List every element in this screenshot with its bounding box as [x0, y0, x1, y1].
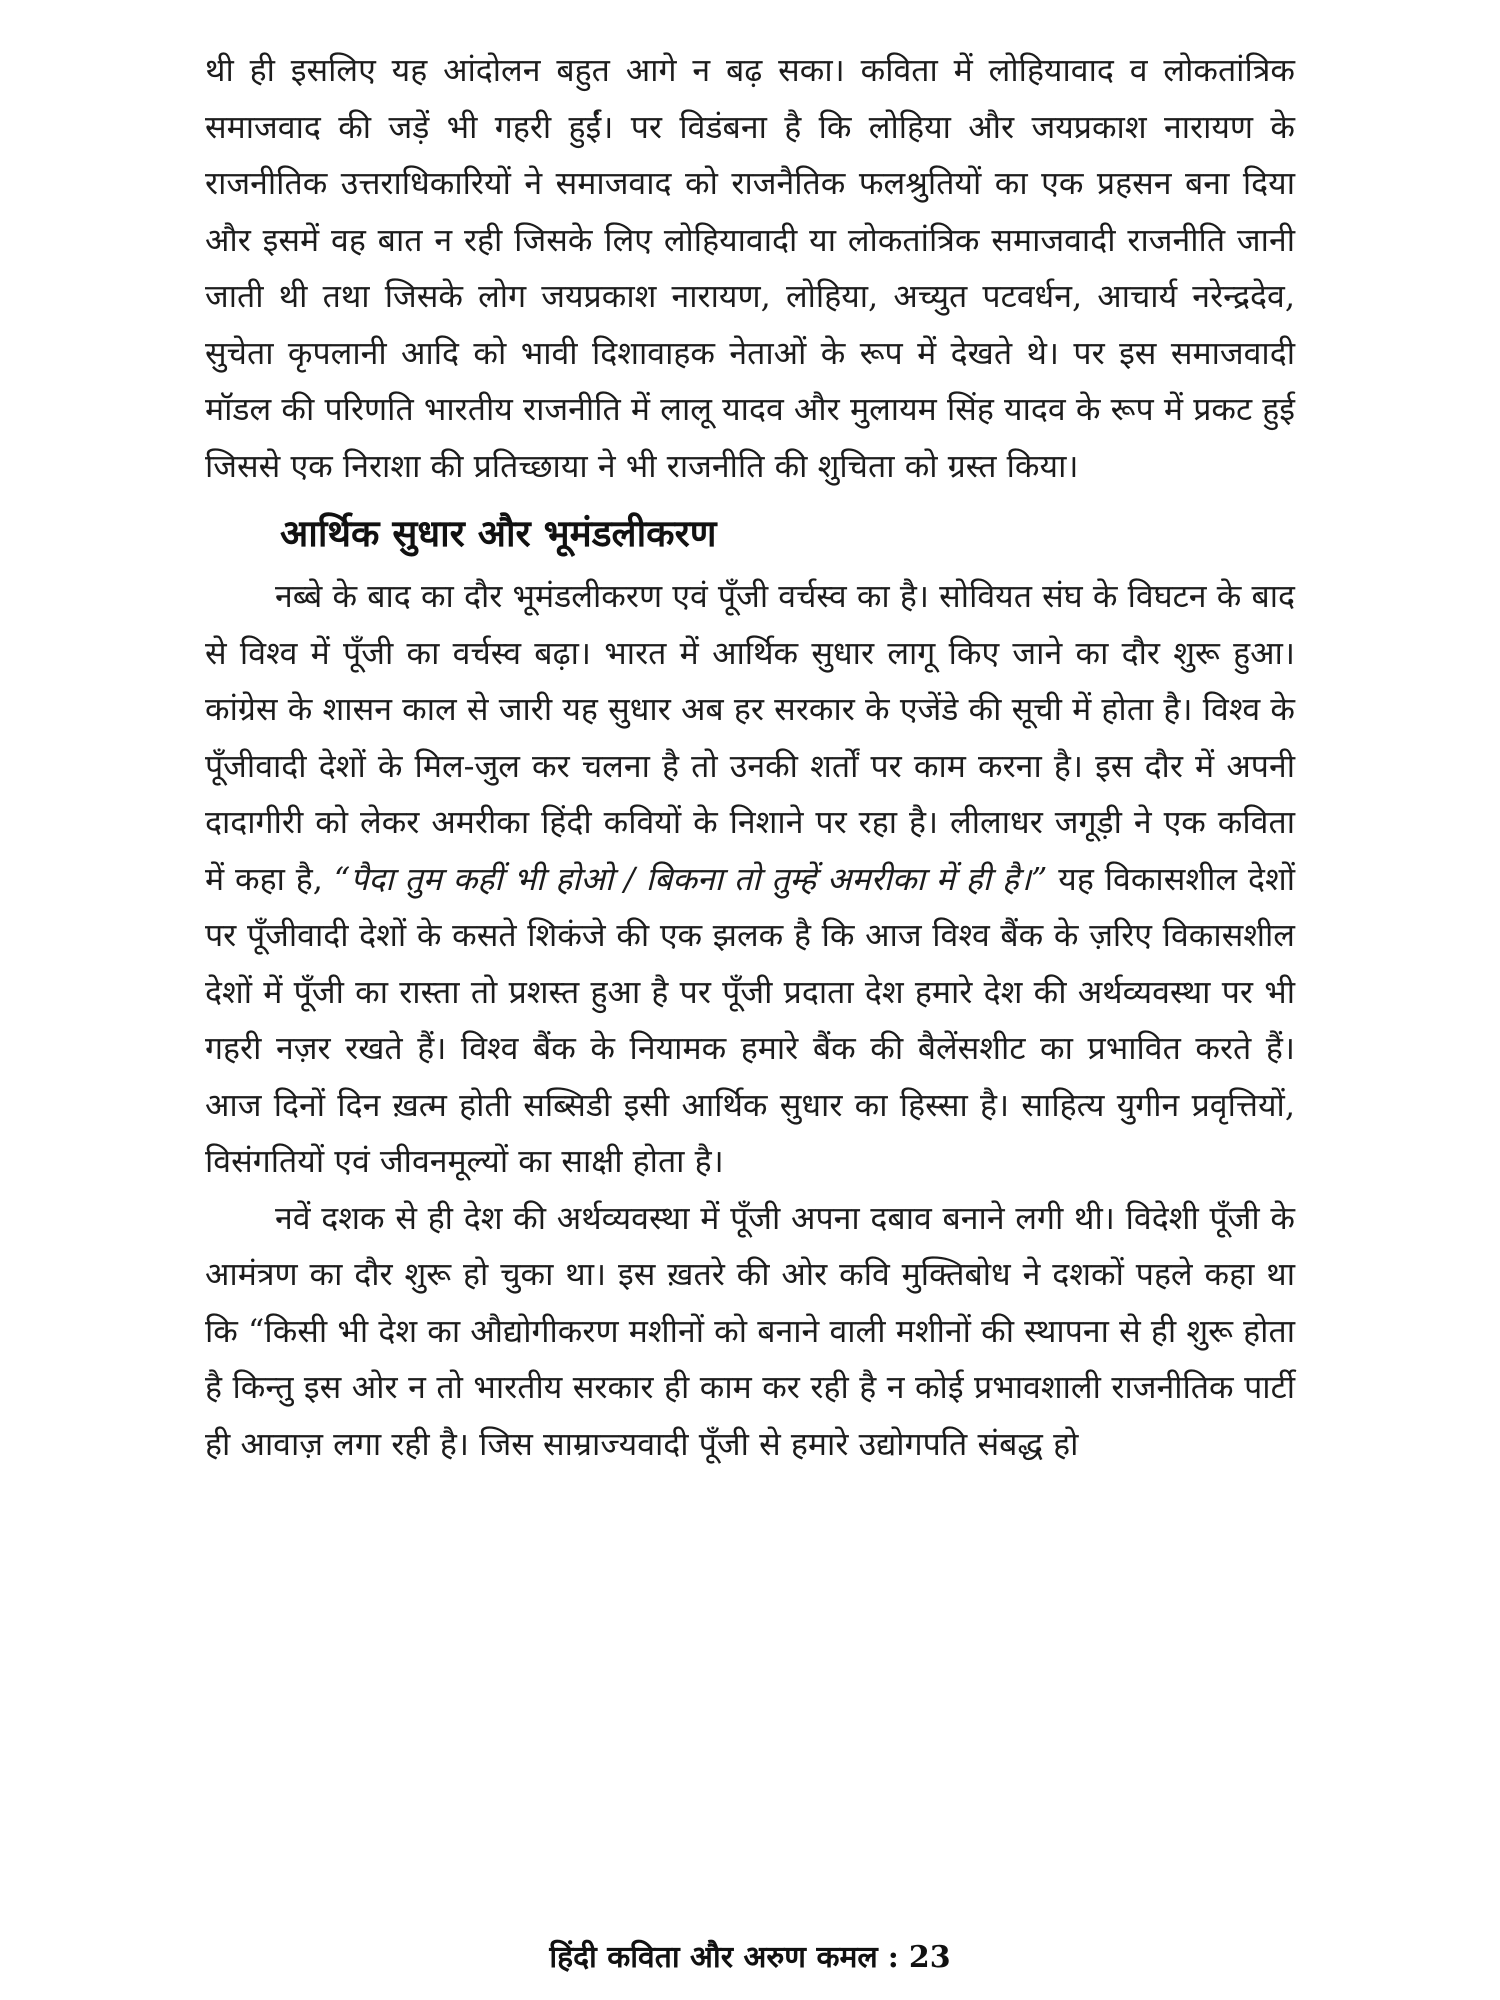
poem-quote: “पैदा तुम कहीं भी होओ / बिकना तो तुम्हें अमरीका में ही है।” [333, 859, 1048, 898]
paragraph-text-before-quote: नब्बे के बाद का दौर भूमंडलीकरण एवं पूँजी वर्चस्व का है। सोवियत संघ के विघटन के बाद से विश्व में पूँजी का वर्चस्व बढ़ा। भारत में आर्थिक सुधार लागू किए जाने का दौर शुरू हुआ। कांग्रेस के शासन काल से जारी यह सुधार अब हर सरकार के एजेंडे की सूची में होता है। विश्व के पूँजीवादी देशों के मिल-जुल कर चलना है तो उनकी शर्तों पर काम करना है। इस दौर में अपनी दादागीरी को लेकर अमरीका हिंदी कवियों के निशाने पर रहा है। लीलाधर जगूड़ी ने एक कविता में कहा है, [205, 577, 1295, 898]
book-page [205, 42, 1295, 1472]
page-number: 23 [908, 1940, 951, 1975]
section-heading: आर्थिक सुधार और भूमंडलीकरण [280, 511, 717, 555]
paragraph-globalization [205, 568, 1295, 1190]
footer-separator: : [887, 1940, 899, 1975]
paragraph-continued: थी ही इसलिए यह आंदोलन बहुत आगे न बढ़ सका। कविता में लोहियावाद व लोकतांत्रिक समाजवाद की जड़ें भी गहरी हुईं। पर विडंबना है कि लोहिया और जयप्रकाश नारायण के राजनीतिक उत्तराधिकारियों ने समाजवाद को राजनैतिक फलश्रुतियों का एक प्रहसन बना दिया और इसमें वह बात न रही जिसके लिए लोहियावादी या लोकतांत्रिक समाजवादी राजनीति जानी जाती थी तथा जिसके लोग जयप्रकाश नारायण, लोहिया, अच्युत पटवर्धन, आचार्य नरेन्द्रदेव, सुचेता कृपलानी आदि को भावी दिशावाहक नेताओं के रूप में देखते थे। पर इस समाजवादी मॉडल की परिणति भारतीय राजनीति में लालू यादव और मुलायम सिंह यादव के रूप में प्रकट हुई जिससे एक निराशा की प्रतिच्छाया ने भी राजनीति की शुचिता को ग्रस्त किया। [205, 51, 1295, 485]
footer-book-title: हिंदी कविता और अरुण कमल [549, 1940, 878, 1975]
paragraph-ninth-decade: नवें दशक से ही देश की अर्थव्यवस्था में पूँजी अपना दबाव बनाने लगी थी। विदेशी पूँजी के आमंत्रण का दौर शुरू हो चुका था। इस ख़तरे की ओर कवि मुक्तिबोध ने दशकों पहले कहा था कि “किसी भी देश का औद्योगीकरण मशीनों को बनाने वाली मशीनों की स्थापना से ही शुरू होता है किन्तु इस ओर न तो भारतीय सरकार ही काम कर रही है न कोई प्रभावशाली राजनीतिक पार्टी ही आवाज़ लगा रही है। जिस साम्राज्यवादी पूँजी से हमारे उद्योगपति संबद्ध हो [205, 1198, 1295, 1463]
paragraph-text-after-quote: यह विकासशील देशों पर पूँजीवादी देशों के कसते शिकंजे की एक झलक है कि आज विश्व बैंक के ज़रिए विकासशील देशों में पूँजी का रास्ता तो प्रशस्त हुआ है पर पूँजी प्रदाता देश हमारे देश की अर्थव्यवस्था पर भी गहरी नज़र रखते हैं। विश्व बैंक के नियामक हमारे बैंक की बैलेंसशीट का प्रभावित करते हैं। आज दिनों दिन ख़त्म होती सब्सिडी इसी आर्थिक सुधार का हिस्सा है। साहित्य युगीन प्रवृत्तियों, विसंगतियों एवं जीवनमूल्यों का साक्षी होता है। [205, 859, 1295, 1180]
page-footer [0, 1935, 1500, 1976]
